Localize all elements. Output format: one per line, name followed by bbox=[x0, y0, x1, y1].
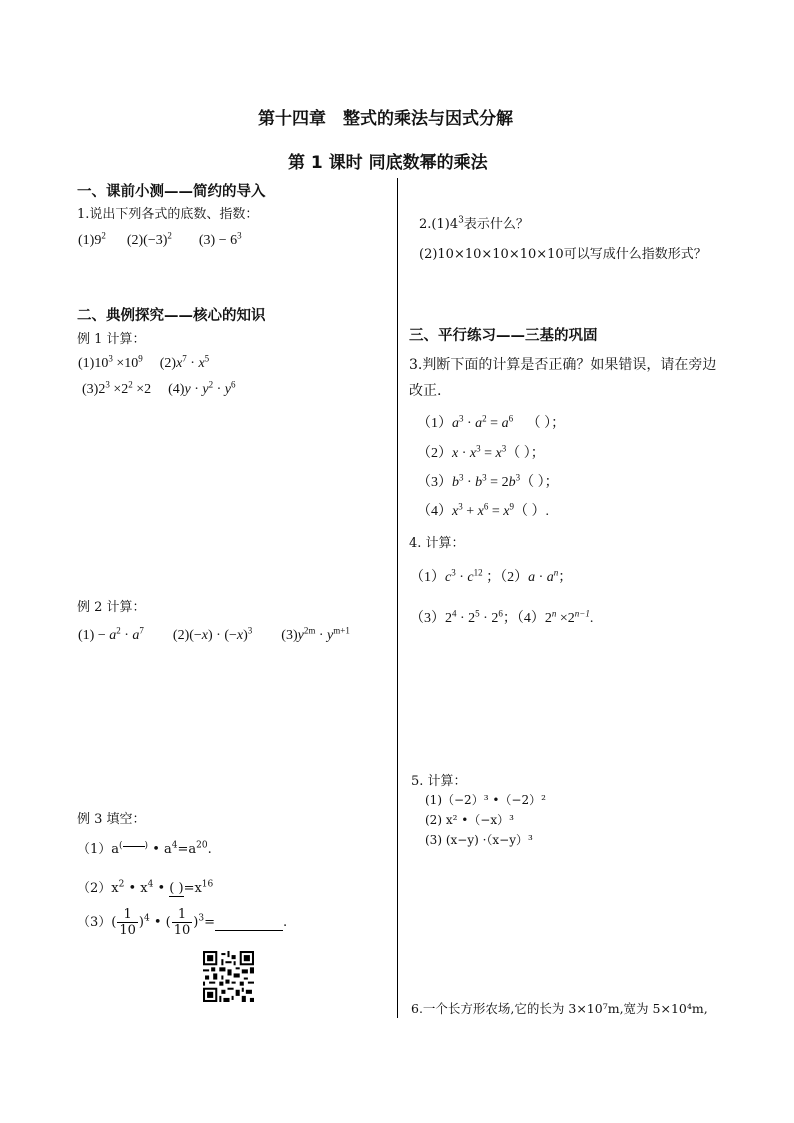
q5-item-1: (1)（−2）³ •（−2）² bbox=[425, 793, 546, 807]
q4-line-2: $(3)2^4 \cdot 2^5 \cdot 2^6$；$(4)2^n \times 2^{n-1}$. bbox=[410, 608, 594, 626]
example-3-item-2: $(2)x^2$ • $x^4$ • ( )$=x^{16}$ bbox=[77, 879, 214, 896]
q3-text-line-1: 3.判断下面的计算是否正确？如果错误，请在旁边 bbox=[409, 357, 717, 373]
q3-item-2: $(2)x \cdot x^3 = x^3$（ ）； bbox=[417, 443, 545, 461]
q1-label: 1.说出下列各式的底数、指数： bbox=[77, 207, 259, 222]
q3-item-4: $(4)x^3 + x^6 = x^9$（ ）. bbox=[417, 501, 549, 519]
q3-item-1: $(1)a^3 \cdot a^2 = a^6$ （ ）； bbox=[417, 413, 566, 431]
lesson-title: 第 1 课时 同底数幂的乘法 bbox=[288, 153, 488, 173]
section-1-heading: 一、课前小测——简约的导入 bbox=[77, 184, 266, 200]
q3-item-3: $(3)b^3 \cdot b^3 = 2b^3$（ ）； bbox=[417, 472, 559, 490]
q6-text: 6.一个长方形农场,它的长为 3×10⁷m,宽为 5×10⁴m, bbox=[411, 1001, 708, 1016]
q5-label: 5. 计算： bbox=[411, 774, 467, 789]
section-3-heading: 三、平行练习——三基的巩固 bbox=[409, 328, 598, 344]
qr-code-icon bbox=[203, 951, 254, 1002]
example-1-line-2: $(3)2^3 \times 2^2 \times 2$ $(4)y \cdot y^2 \cdot y^6$ bbox=[82, 379, 236, 397]
q4-label: 4. 计算： bbox=[409, 536, 465, 551]
example-3-item-3: （3）( $\frac{1}{10}$ )$^4$ • ( $\frac{1}{10}$ )$^3$= . bbox=[77, 907, 288, 938]
q5-item-2: (2) x² •（−x）³ bbox=[425, 813, 514, 827]
example-3-label: 例 3 填空： bbox=[77, 812, 146, 827]
q1-items: $(1)9^2$ $(2)(-3)^2$ $(3) - 6^3$ bbox=[78, 230, 242, 248]
example-2-label: 例 2 计算： bbox=[77, 600, 146, 615]
example-2-items: $(1) - a^2 \cdot a^7$ $(2)(-x) \cdot (-x)^3$ $(3)y^{2m} \cdot y^{m+1}$ bbox=[78, 625, 350, 643]
example-1-label: 例 1 计算： bbox=[77, 332, 146, 347]
q2-part-2: (2)10×10×10×10×10可以写成什么指数形式？ bbox=[419, 247, 707, 262]
q3-text-line-2: 改正. bbox=[409, 383, 442, 399]
example-1-line-1: $(1)10^3 \times 10^9$ $(2)x^7 \cdot x^5$ bbox=[78, 353, 210, 371]
blank-2[interactable]: ( ) bbox=[169, 881, 184, 896]
q2-part-1: $2.(1)4^3$表示什么？ bbox=[419, 215, 529, 232]
q5-item-3: (3) (x−y) ·（x−y）³ bbox=[425, 833, 533, 847]
chapter-title: 第十四章 整式的乘法与因式分解 bbox=[258, 109, 513, 129]
section-2-heading: 二、典例探究——核心的知识 bbox=[77, 308, 266, 324]
q4-line-1: $(1)c^3 \cdot c^{12}$ ；$(2)a \cdot a^n$； bbox=[410, 567, 573, 585]
column-divider bbox=[397, 178, 398, 1018]
blank-3[interactable] bbox=[215, 915, 283, 931]
example-3-item-1: （1）a( ) • $a^4=a^{20}$. bbox=[77, 840, 212, 857]
